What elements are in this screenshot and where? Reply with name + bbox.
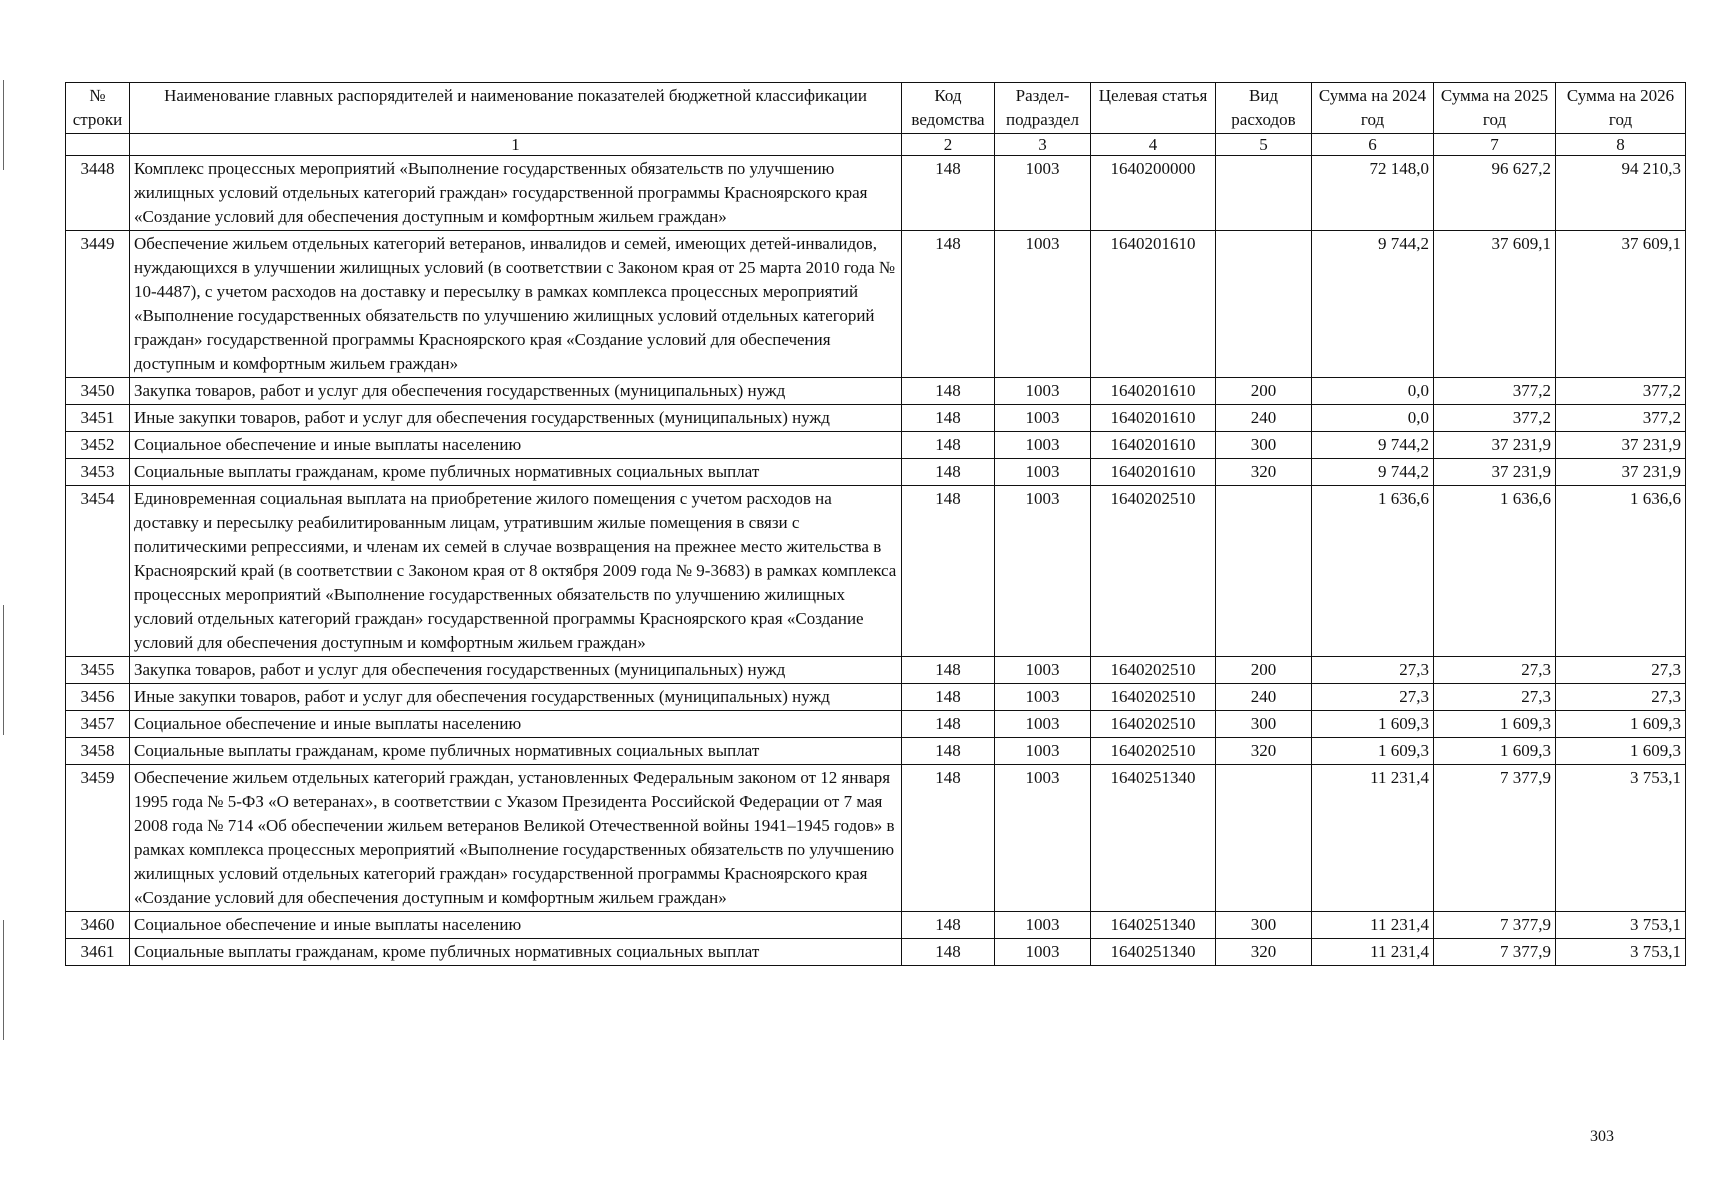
row-dept-code: 148 bbox=[902, 432, 995, 459]
column-index: 6 bbox=[1312, 134, 1434, 156]
column-index: 4 bbox=[1091, 134, 1216, 156]
row-section: 1003 bbox=[995, 486, 1091, 657]
row-expense-type bbox=[1216, 765, 1312, 912]
row-expense-type: 300 bbox=[1216, 912, 1312, 939]
row-sum-2025: 1 636,6 bbox=[1434, 486, 1556, 657]
row-name: Закупка товаров, работ и услуг для обеспечения государственных (муниципальных) нужд bbox=[130, 657, 902, 684]
row-sum-2024: 1 609,3 bbox=[1312, 711, 1434, 738]
row-dept-code: 148 bbox=[902, 405, 995, 432]
row-target-article: 1640201610 bbox=[1091, 405, 1216, 432]
row-number: 3457 bbox=[66, 711, 130, 738]
row-target-article: 1640200000 bbox=[1091, 156, 1216, 231]
row-name: Социальные выплаты гражданам, кроме публичных нормативных социальных выплат bbox=[130, 939, 902, 966]
row-dept-code: 148 bbox=[902, 711, 995, 738]
table-row bbox=[66, 378, 1686, 405]
page-number: 303 bbox=[1590, 1128, 1614, 1145]
table-row bbox=[66, 912, 1686, 939]
row-sum-2026: 1 609,3 bbox=[1556, 711, 1686, 738]
row-section: 1003 bbox=[995, 657, 1091, 684]
row-sum-2025: 96 627,2 bbox=[1434, 156, 1556, 231]
row-name: Социальные выплаты гражданам, кроме публичных нормативных социальных выплат bbox=[130, 459, 902, 486]
row-section: 1003 bbox=[995, 684, 1091, 711]
row-section: 1003 bbox=[995, 156, 1091, 231]
table-row bbox=[66, 156, 1686, 231]
row-dept-code: 148 bbox=[902, 657, 995, 684]
row-number: 3455 bbox=[66, 657, 130, 684]
row-dept-code: 148 bbox=[902, 156, 995, 231]
row-number: 3452 bbox=[66, 432, 130, 459]
row-sum-2025: 1 609,3 bbox=[1434, 738, 1556, 765]
row-section: 1003 bbox=[995, 912, 1091, 939]
row-section: 1003 bbox=[995, 939, 1091, 966]
row-number: 3460 bbox=[66, 912, 130, 939]
header-sum-2025: Сумма на 2025 год bbox=[1434, 83, 1556, 134]
row-sum-2024: 9 744,2 bbox=[1312, 231, 1434, 378]
row-target-article: 1640201610 bbox=[1091, 459, 1216, 486]
row-section: 1003 bbox=[995, 738, 1091, 765]
row-sum-2026: 37 609,1 bbox=[1556, 231, 1686, 378]
row-name: Обеспечение жильем отдельных категорий ветеранов, инвалидов и семей, имеющих детей-инвалидов, нуждающихся в улучшении жилищных условий (в соответствии с Законом края от 25 марта 2010 года № 10-4487), с учетом расходов на доставку и пересылку в рамках комплекса процессных мероприятий «Выполнение государственных обязательств по улучшению жилищных условий отдельных категорий граждан» государственной программы Красноярского края «Создание условий для обеспечения доступным и комфортным жильем граждан» bbox=[130, 231, 902, 378]
row-expense-type bbox=[1216, 231, 1312, 378]
row-sum-2026: 94 210,3 bbox=[1556, 156, 1686, 231]
column-index: 8 bbox=[1556, 134, 1686, 156]
table-row bbox=[66, 405, 1686, 432]
table-row bbox=[66, 459, 1686, 486]
row-expense-type: 240 bbox=[1216, 684, 1312, 711]
row-sum-2025: 7 377,9 bbox=[1434, 939, 1556, 966]
header-sum-2026: Сумма на 2026 год bbox=[1556, 83, 1686, 134]
row-target-article: 1640251340 bbox=[1091, 765, 1216, 912]
row-section: 1003 bbox=[995, 459, 1091, 486]
row-sum-2024: 27,3 bbox=[1312, 657, 1434, 684]
table-row bbox=[66, 711, 1686, 738]
row-name: Социальное обеспечение и иные выплаты населению bbox=[130, 711, 902, 738]
row-target-article: 1640202510 bbox=[1091, 684, 1216, 711]
row-sum-2024: 27,3 bbox=[1312, 684, 1434, 711]
table-row bbox=[66, 432, 1686, 459]
row-name: Единовременная социальная выплата на приобретение жилого помещения с учетом расходов на доставку и пересылку реабилитированным лицам, утратившим жилые помещения в связи с политическими репрессиями, и членам их семей в случае возвращения на прежнее место жительства в Красноярский край (в соответствии с Законом края от 8 октября 2009 года № 9-3683) в рамках комплекса процессных мероприятий «Выполнение государственных обязательств по улучшению жилищных условий отдельных категорий граждан» государственной программы Красноярского края «Создание условий для обеспечения доступным и комфортным жильем граждан» bbox=[130, 486, 902, 657]
row-expense-type bbox=[1216, 486, 1312, 657]
row-target-article: 1640251340 bbox=[1091, 912, 1216, 939]
row-sum-2026: 1 609,3 bbox=[1556, 738, 1686, 765]
row-target-article: 1640201610 bbox=[1091, 231, 1216, 378]
row-dept-code: 148 bbox=[902, 378, 995, 405]
row-expense-type: 320 bbox=[1216, 459, 1312, 486]
row-sum-2026: 377,2 bbox=[1556, 378, 1686, 405]
row-sum-2026: 27,3 bbox=[1556, 657, 1686, 684]
column-index: 1 bbox=[130, 134, 902, 156]
row-sum-2024: 72 148,0 bbox=[1312, 156, 1434, 231]
table-row bbox=[66, 738, 1686, 765]
row-sum-2025: 27,3 bbox=[1434, 684, 1556, 711]
row-name: Обеспечение жильем отдельных категорий граждан, установленных Федеральным законом от 12 января 1995 года № 5-ФЗ «О ветеранах», в соответствии с Указом Президента Российской Федерации от 7 мая 2008 года № 714 «Об обеспечении жильем ветеранов Великой Отечественной войны 1941–1945 годов» в рамках комплекса процессных мероприятий «Выполнение государственных обязательств по улучшению жилищных условий отдельных категорий граждан» государственной программы Красноярского края «Создание условий для обеспечения доступным и комфортным жильем граждан» bbox=[130, 765, 902, 912]
budget-table bbox=[65, 82, 1686, 966]
row-dept-code: 148 bbox=[902, 765, 995, 912]
row-number: 3450 bbox=[66, 378, 130, 405]
row-dept-code: 148 bbox=[902, 231, 995, 378]
row-dept-code: 148 bbox=[902, 684, 995, 711]
header-dept-code: Код ведомства bbox=[902, 83, 995, 134]
column-index: 5 bbox=[1216, 134, 1312, 156]
table-row bbox=[66, 657, 1686, 684]
table-row bbox=[66, 231, 1686, 378]
row-sum-2026: 377,2 bbox=[1556, 405, 1686, 432]
row-target-article: 1640202510 bbox=[1091, 657, 1216, 684]
row-section: 1003 bbox=[995, 231, 1091, 378]
row-target-article: 1640251340 bbox=[1091, 939, 1216, 966]
row-number: 3458 bbox=[66, 738, 130, 765]
row-section: 1003 bbox=[995, 432, 1091, 459]
column-index: 7 bbox=[1434, 134, 1556, 156]
row-expense-type: 200 bbox=[1216, 657, 1312, 684]
table-row bbox=[66, 486, 1686, 657]
row-sum-2025: 7 377,9 bbox=[1434, 765, 1556, 912]
row-expense-type: 320 bbox=[1216, 738, 1312, 765]
row-dept-code: 148 bbox=[902, 486, 995, 657]
row-expense-type: 320 bbox=[1216, 939, 1312, 966]
scan-margin-mark bbox=[3, 605, 4, 735]
table-row bbox=[66, 939, 1686, 966]
row-expense-type: 240 bbox=[1216, 405, 1312, 432]
row-sum-2024: 9 744,2 bbox=[1312, 432, 1434, 459]
row-expense-type bbox=[1216, 156, 1312, 231]
row-number: 3456 bbox=[66, 684, 130, 711]
row-sum-2026: 1 636,6 bbox=[1556, 486, 1686, 657]
table-row bbox=[66, 684, 1686, 711]
row-number: 3449 bbox=[66, 231, 130, 378]
row-section: 1003 bbox=[995, 378, 1091, 405]
column-index: 2 bbox=[902, 134, 995, 156]
row-target-article: 1640202510 bbox=[1091, 738, 1216, 765]
row-section: 1003 bbox=[995, 711, 1091, 738]
row-number: 3459 bbox=[66, 765, 130, 912]
column-index: 3 bbox=[995, 134, 1091, 156]
row-sum-2025: 377,2 bbox=[1434, 405, 1556, 432]
row-sum-2025: 1 609,3 bbox=[1434, 711, 1556, 738]
row-sum-2024: 11 231,4 bbox=[1312, 939, 1434, 966]
header-expense-type: Вид расходов bbox=[1216, 83, 1312, 134]
row-name: Иные закупки товаров, работ и услуг для обеспечения государственных (муниципальных) нужд bbox=[130, 405, 902, 432]
row-section: 1003 bbox=[995, 765, 1091, 912]
row-number: 3454 bbox=[66, 486, 130, 657]
row-sum-2026: 3 753,1 bbox=[1556, 912, 1686, 939]
row-dept-code: 148 bbox=[902, 459, 995, 486]
row-target-article: 1640201610 bbox=[1091, 432, 1216, 459]
row-name: Социальное обеспечение и иные выплаты населению bbox=[130, 912, 902, 939]
row-target-article: 1640202510 bbox=[1091, 486, 1216, 657]
row-number: 3461 bbox=[66, 939, 130, 966]
row-expense-type: 300 bbox=[1216, 432, 1312, 459]
row-expense-type: 300 bbox=[1216, 711, 1312, 738]
scan-margin-mark bbox=[3, 920, 4, 1040]
header-name: Наименование главных распорядителей и наименование показателей бюджетной классификации bbox=[130, 83, 902, 134]
row-name: Комплекс процессных мероприятий «Выполнение государственных обязательств по улучшению жилищных условий отдельных категорий граждан» государственной программы Красноярского края «Создание условий для обеспечения доступным и комфортным жильем граждан» bbox=[130, 156, 902, 231]
row-sum-2026: 3 753,1 bbox=[1556, 939, 1686, 966]
table-header-row bbox=[66, 83, 1686, 134]
row-target-article: 1640201610 bbox=[1091, 378, 1216, 405]
table-row bbox=[66, 765, 1686, 912]
row-number: 3448 bbox=[66, 156, 130, 231]
row-dept-code: 148 bbox=[902, 939, 995, 966]
header-sum-2024: Сумма на 2024 год bbox=[1312, 83, 1434, 134]
header-target-article: Целевая статья bbox=[1091, 83, 1216, 134]
row-name: Социальные выплаты гражданам, кроме публичных нормативных социальных выплат bbox=[130, 738, 902, 765]
row-name: Закупка товаров, работ и услуг для обеспечения государственных (муниципальных) нужд bbox=[130, 378, 902, 405]
row-sum-2025: 37 609,1 bbox=[1434, 231, 1556, 378]
row-sum-2024: 0,0 bbox=[1312, 405, 1434, 432]
row-sum-2025: 7 377,9 bbox=[1434, 912, 1556, 939]
row-sum-2025: 377,2 bbox=[1434, 378, 1556, 405]
header-row-number: № строки bbox=[66, 83, 130, 134]
row-sum-2024: 11 231,4 bbox=[1312, 912, 1434, 939]
row-sum-2024: 1 636,6 bbox=[1312, 486, 1434, 657]
row-sum-2024: 9 744,2 bbox=[1312, 459, 1434, 486]
row-sum-2025: 27,3 bbox=[1434, 657, 1556, 684]
row-sum-2024: 11 231,4 bbox=[1312, 765, 1434, 912]
row-target-article: 1640202510 bbox=[1091, 711, 1216, 738]
row-expense-type: 200 bbox=[1216, 378, 1312, 405]
row-sum-2026: 37 231,9 bbox=[1556, 432, 1686, 459]
row-number: 3453 bbox=[66, 459, 130, 486]
header-section: Раздел-подраздел bbox=[995, 83, 1091, 134]
row-dept-code: 148 bbox=[902, 912, 995, 939]
row-sum-2026: 27,3 bbox=[1556, 684, 1686, 711]
column-index-row bbox=[66, 134, 1686, 156]
row-name: Иные закупки товаров, работ и услуг для обеспечения государственных (муниципальных) нужд bbox=[130, 684, 902, 711]
column-index bbox=[66, 134, 130, 156]
row-sum-2024: 0,0 bbox=[1312, 378, 1434, 405]
row-dept-code: 148 bbox=[902, 738, 995, 765]
row-sum-2026: 37 231,9 bbox=[1556, 459, 1686, 486]
row-number: 3451 bbox=[66, 405, 130, 432]
row-section: 1003 bbox=[995, 405, 1091, 432]
row-sum-2025: 37 231,9 bbox=[1434, 432, 1556, 459]
row-sum-2026: 3 753,1 bbox=[1556, 765, 1686, 912]
scan-margin-mark bbox=[3, 80, 4, 170]
row-sum-2024: 1 609,3 bbox=[1312, 738, 1434, 765]
row-sum-2025: 37 231,9 bbox=[1434, 459, 1556, 486]
row-name: Социальное обеспечение и иные выплаты населению bbox=[130, 432, 902, 459]
